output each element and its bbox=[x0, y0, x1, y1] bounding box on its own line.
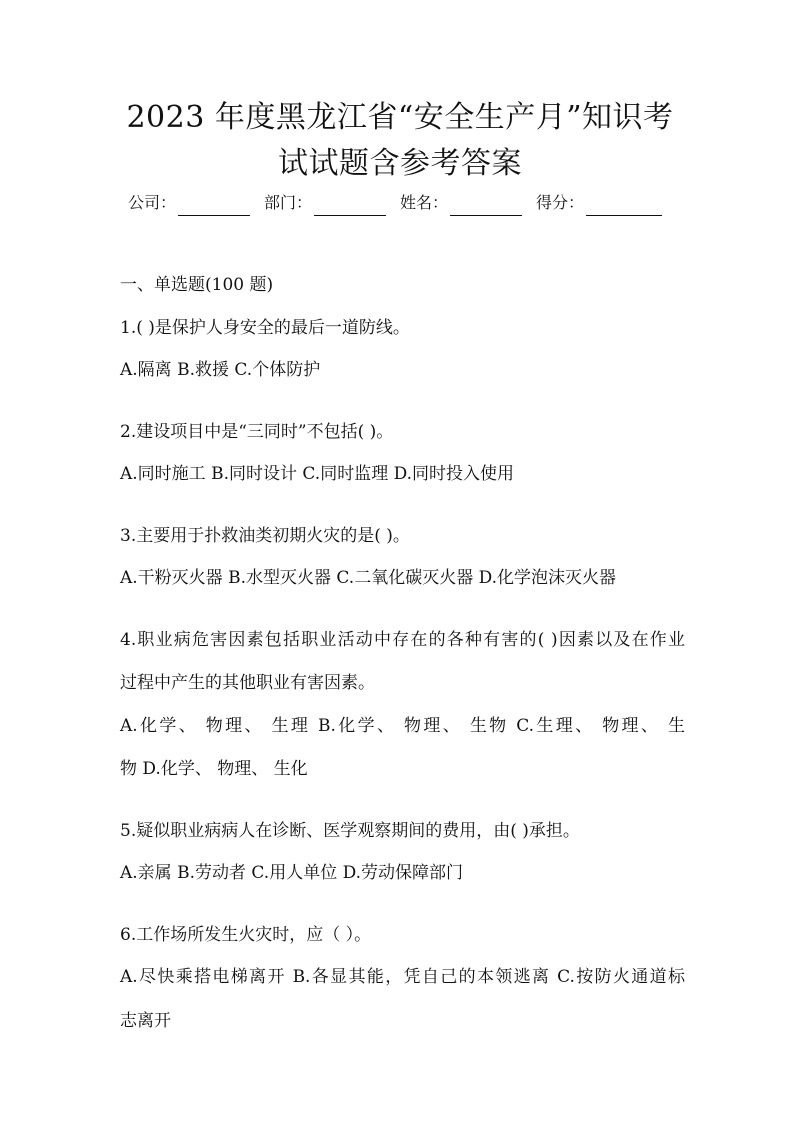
question-1-stem: 1.( )是保护人身安全的最后一道防线。 bbox=[120, 318, 410, 338]
name-field bbox=[400, 190, 522, 216]
question-3-stem: 3.主要用于扑救油类初期火灾的是( )。 bbox=[120, 526, 410, 546]
question-6-options-line-2: 志离开 bbox=[120, 1011, 171, 1031]
question-6-options-line-1: A.尽快乘搭电梯离开 B.各显其能，凭自己的本领逃离 C.按防火通道标 bbox=[120, 967, 685, 987]
score-field bbox=[536, 190, 662, 216]
name-label: 姓名： bbox=[400, 193, 449, 212]
score-label: 得分： bbox=[536, 193, 585, 212]
department-label: 部门： bbox=[264, 193, 313, 212]
question-5-stem: 5.疑似职业病病人在诊断、医学观察期间的费用，由( )承担。 bbox=[120, 821, 580, 841]
question-2-stem: 2.建设项目中是“三同时”不包括( )。 bbox=[120, 422, 394, 442]
question-1-options: A.隔离 B.救援 C.个体防护 bbox=[120, 360, 321, 380]
company-field bbox=[128, 190, 250, 216]
department-field bbox=[264, 190, 386, 216]
company-label: 公司： bbox=[128, 193, 177, 212]
question-4-options-line-1: A.化学、 物理、 生理 B.化学、 物理、 生物 C.生理、 物理、 生 bbox=[120, 716, 685, 736]
question-4-options-line-2: 物 D.化学、 物理、 生化 bbox=[120, 759, 308, 779]
question-3-options: A.干粉灭火器 B.水型灭火器 C.二氧化碳灭火器 D.化学泡沫灭火器 bbox=[120, 568, 617, 588]
question-6-stem: 6.工作场所发生火灾时，应（ ）。 bbox=[120, 925, 372, 945]
score-blank bbox=[586, 197, 662, 216]
section-heading: 一、单选题(100 题) bbox=[120, 275, 274, 295]
question-5-options: A.亲属 B.劳动者 C.用人单位 D.劳动保障部门 bbox=[120, 863, 464, 883]
question-2-options: A.同时施工 B.同时设计 C.同时监理 D.同时投入使用 bbox=[120, 464, 515, 484]
name-blank bbox=[450, 197, 522, 216]
question-4-stem-line-1: 4.职业病危害因素包括职业活动中存在的各种有害的( )因素以及在作业 bbox=[120, 630, 685, 650]
department-blank bbox=[314, 197, 386, 216]
question-4-stem-line-2: 过程中产生的其他职业有害因素。 bbox=[120, 673, 375, 693]
info-row bbox=[128, 190, 688, 216]
document-title-line-1: 2023 年度黑龙江省“安全生产月”知识考 bbox=[126, 100, 674, 135]
document-title-line-2: 试试题含参考答案 bbox=[278, 146, 522, 181]
company-blank bbox=[178, 197, 250, 216]
